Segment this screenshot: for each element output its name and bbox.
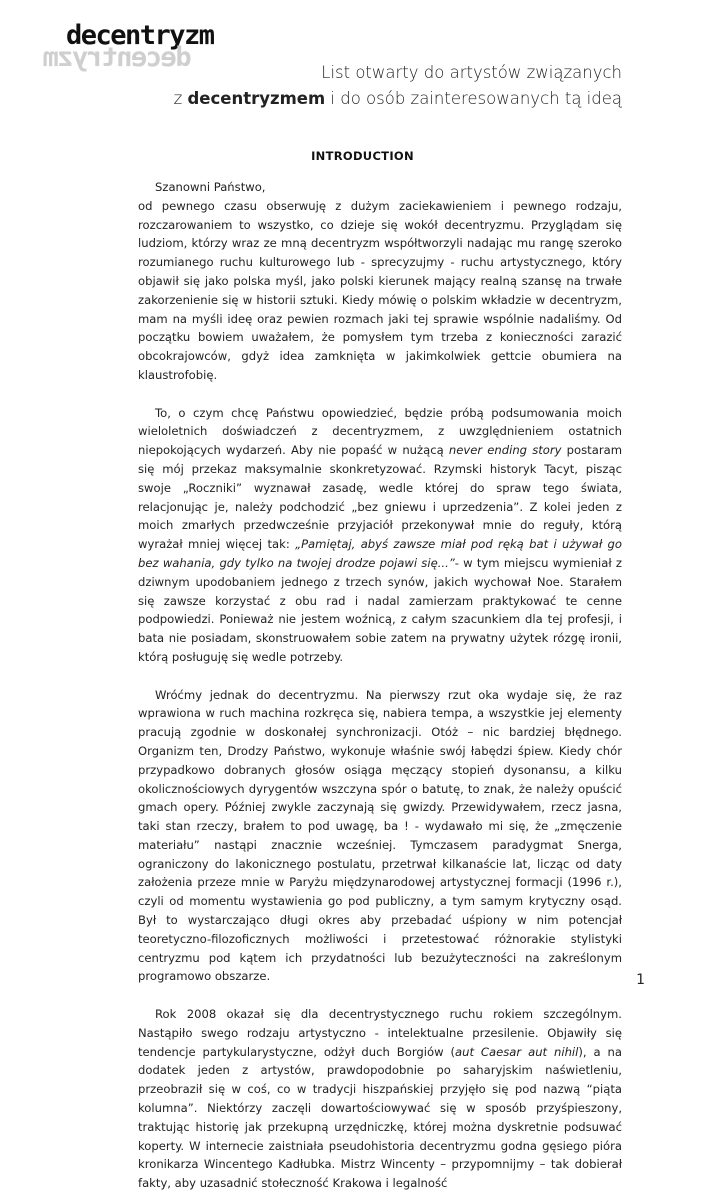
title-line-1: List otwarty do artystów związanych bbox=[321, 63, 622, 82]
italic-text: never ending story bbox=[448, 443, 562, 458]
logo bbox=[44, 20, 236, 73]
salutation: Szanowni Państwo, bbox=[155, 180, 266, 194]
logo-text: decentryzm bbox=[66, 20, 214, 51]
title-line-2-suffix: i do osób zainteresowanych tą ideą bbox=[325, 89, 622, 108]
italic-text: aut Caesar aut nihil bbox=[455, 1044, 579, 1059]
paragraph bbox=[138, 1005, 622, 1193]
text-segment: Wróćmy jednak do decentryzmu. Na pierwszy rzut oka wydaje się, że raz wprawiona w ruch machina rozkręca się, nabiera tempa, a wszystkie jej elementy pracują zgodnie w doskonałej synchronizacji. Otóż – nic bardziej błędnego. Organizm ten, Drodzy Państwo, wykonuje właśnie swój łabędzi śpiew. Kiedy chór przypadkowo dobranych głosów osiąga męczący stopień dysonansu, a kilku okolicznościowych dyrygentów wszczyna spór o batutę, to znak, że należy opuścić gmach opery. Później zwykle zaczynają się gwizdy. Przewidywałem, rzecz jasna, taki stan rzeczy, brałem to pod uwagę, ba ! - wydawało mi się, że „zmęczenie materiału” nastąpi znacznie wcześniej. Tymczasem paradygmat Snerga, ograniczony do lakonicznego postulatu, przetrwał kilkanaście lat, licząc od daty założenia przeze mnie w Paryżu międzynarodowej artystycznej formacji (1996 r.), czyli od momentu wystawienia go pod publiczny, a tym samym krytyczny osąd. Był to wystarczająco długi okres aby przebadać uśpiony w nim potencjał teoretyczno-filozoficznych możliwości i przetestować różnorakie stylistyki centryzmu pod kątem ich przydatności lub bezużyteczności na zakreślonym programowo obszarze. bbox=[138, 687, 622, 984]
italic-text: „Pamiętaj, abyś zawsze miał pod ręką bat i używał go bez wahania, gdy tylko na twojej drodze pojawi się...” bbox=[138, 537, 622, 570]
section-heading: INTRODUCTION bbox=[311, 149, 414, 163]
text-segment: postaram się mój przekaz maksymalnie skonkretyzować. Rzymski historyk Tacyt, pisząc swoje „Roczniki” wyznawał zasadę, wedle której do spraw tego świata, relacjonując je, należy podchodzić „bez gniewu i uprzedzenia”. Z kolei jeden z moich zmarłych przedwcześnie przyjaciół przekonywał mnie do reguły, którą wyrażał mniej więcej tak: bbox=[138, 443, 622, 552]
title-line-2 bbox=[174, 86, 622, 112]
text-segment: - w tym miejscu wymieniał z dziwnym upodobaniem jednego z trzech synów, jakich wychował Noe. Starałem się zawsze korzystać z obu rad i nadal zamierzam praktykować te cenne podpowiedzi. Ponieważ nie jestem woźnicą, z całym szacunkiem dla tej profesji, i bata nie posiadam, skonstruowałem sobie zatem na prywatny użytek rózgę ironii, którą posługuję się wedle potrzeby. bbox=[138, 555, 622, 664]
text-segment: ), a na dodatek jeden z artystów, prawdopodobnie po saharyjskim naświetleniu, przeobraził się w coś, co w tradycji hiszpańskiej przyjęło się pod nazwą “piąta kolumna”. Niektórzy zaczęli dowartościowywać się w sposób przyśpieszony, traktując historię jak przekupną urzędniczkę, której można dyskretnie podsuwać koperty. W internecie zaistniała pseudohistoria decentryzmu godna gęsiego pióra kronikarza Wincentego Kadłubka. Mistrz Wincenty – przypomnijmy – tak dobierał fakty, aby uzasadnić stołeczność Krakowa i legalność bbox=[138, 1044, 622, 1191]
document-title bbox=[174, 60, 622, 112]
paragraph bbox=[138, 197, 622, 385]
logo-reflection: decentryzm bbox=[44, 42, 192, 73]
title-line-2-prefix: z bbox=[173, 89, 188, 108]
paragraph-list bbox=[138, 197, 622, 1193]
page-number: 1 bbox=[636, 972, 645, 988]
paragraph bbox=[138, 686, 622, 987]
title-line-2-bold: decentryzmem bbox=[187, 89, 326, 108]
text-segment: To, o czym chcę Państwu opowiedzieć, będzie próbą podsumowania moich wieloletnich doświadczeń z decentryzmem, z uwzględnieniem ostatnich niepokojących wydarzeń. Aby nie popaść w nużącą bbox=[138, 405, 622, 458]
letter-body bbox=[138, 178, 622, 1193]
text-segment: Rok 2008 okazał się dla decentrystycznego ruchu rokiem szczególnym. Nastąpiło swego rodzaju artystyczno - intelektualne przesilenie. Objawiły się tendencje partykularystyczne, odżył duch Borgiów ( bbox=[138, 1007, 622, 1059]
paragraph bbox=[138, 404, 622, 667]
text-segment: od pewnego czasu obserwuję z dużym zaciekawieniem i pewnego rodzaju, rozczarowaniem to wszystko, co dzieje się wokół decentryzmu. Przyglądam się ludziom, którzy wraz ze mną decentryzm współtworzyli nadając mu rangę szeroko rozumianego ruchu kulturowego lub - sprecyzujmy - ruchu artystycznego, który objawił się jako polska myśl, jako polski kierunek mający realną szansę na trwałe zakorzenienie się w historii sztuki. Kiedy mówię o polskim wkładzie w decentryzm, mam na myśli ideę oraz pewien rozmach jaki tej sprawie wspólnie nadaliśmy. Od początku bowiem uważałem, że pomysłem tym trzeba z konieczności zarazić obcokrajowców, gdyż idea zamknięta w jakimkolwiek gettcie obumiera na klaustrofobię. bbox=[138, 198, 622, 382]
